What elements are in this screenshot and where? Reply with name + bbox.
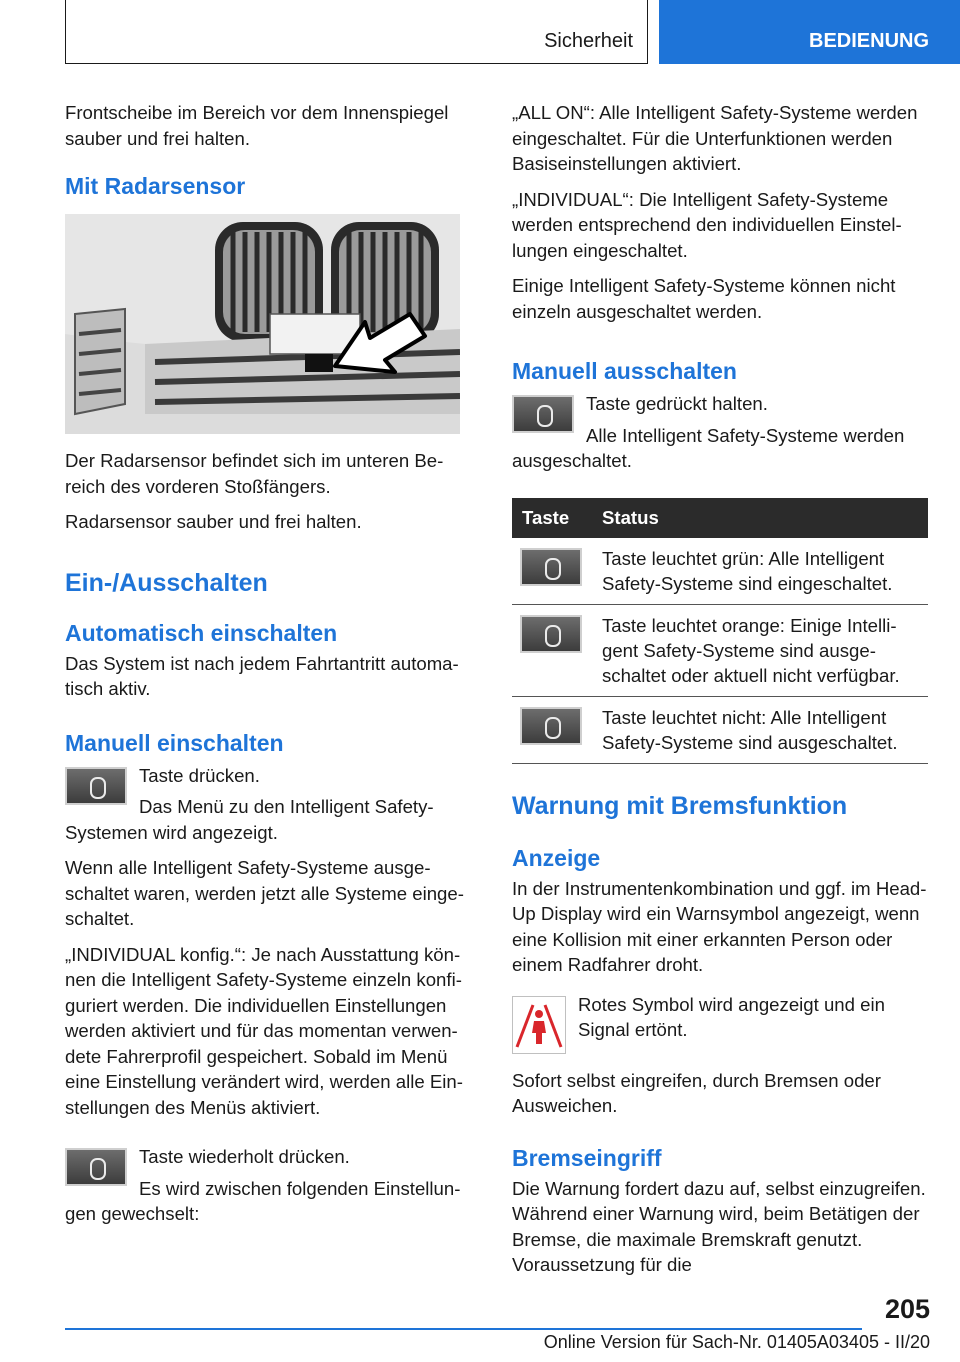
paragraph-hold-button: Taste gedrückt halten. <box>586 393 768 414</box>
paragraph-individual: „INDIVIDUAL“: Die Intelligent Safety-Systeme werden entsprechend den individuellen Einstellungen eingeschaltet. <box>512 188 902 261</box>
paragraph-switch-settings: Es wird zwischen folgenden Einstellungen gewechselt: <box>65 1177 461 1224</box>
pedestrian-warning-icon <box>512 996 566 1054</box>
heading-brake-intervention: Bremseingriff <box>512 1144 662 1171</box>
paragraph-display: In der Instrumentenkombination und ggf. im Head-Up Display wird ein Warnsymbol angezeigt, wenn eine Kollision mit einer erkannten Person oder einem Radfahrer droht. <box>512 877 927 975</box>
paragraph-auto-on: Das System ist nach jedem Fahrtantritt automatisch aktiv. <box>65 652 459 699</box>
safety-button-icon <box>520 615 582 653</box>
paragraph-radar-clean: Radarsensor sauber und frei halten. <box>65 511 362 532</box>
paragraph-press-button: Taste drücken. <box>139 764 260 786</box>
heading-manual-on: Manuell einschalten <box>65 729 284 756</box>
heading-manual-off: Manuell ausschalten <box>512 358 737 384</box>
header-chapter-label: BEDIENUNG <box>809 30 930 52</box>
status-table <box>512 498 928 764</box>
heading-radar: Mit Radarsensor <box>65 173 246 199</box>
footer-version-text: Online Version für Sach-Nr. 01405A03405 - II/20 <box>543 1332 930 1352</box>
paragraph-all-off-on: Wenn alle Intelligent Safety-Systeme ausgeschaltet waren, werden jetzt alle Systeme eingeschaltet. <box>65 857 464 929</box>
radar-sensor-illustration <box>65 214 460 434</box>
paragraph-intervene: Sofort selbst eingreifen, durch Bremsen oder Ausweichen. <box>512 1069 881 1116</box>
radar-sensor-photo <box>65 214 460 434</box>
paragraph-press-repeatedly: Taste wiederholt drücken. <box>139 1146 350 1167</box>
paragraph-some-systems: Einige Intelligent Safety-Systeme können nicht einzeln ausgeschaltet werden. <box>512 275 896 322</box>
footer-divider <box>65 1328 862 1330</box>
page-number: 205 <box>884 1294 930 1324</box>
paragraph-individual-config: „INDIVIDUAL konfig.“: Je nach Ausstattung können die Intelligent Safety-Systeme einzeln konfiguriert werden. Die individuellen Einstellungen werden aktiviert und für das momentan verwendete Fahrerprofil gespeichert. Sobald im Menü eine Einstellung verändert wird, werden alle Einstellungen des Menüs aktiviert. <box>65 943 463 1118</box>
table-cell-status: Taste leuchtet orange: Einige Intelligent Safety-Systeme sind ausgeschaltet oder aktuell nicht verfügbar. <box>594 604 928 696</box>
table-row <box>512 696 928 763</box>
table-header-status: Status <box>594 498 928 538</box>
paragraph-windscreen: Frontscheibe im Bereich vor dem Innenspiegel sauber und frei halten. <box>65 102 449 149</box>
heading-display: Anzeige <box>512 844 601 871</box>
table-header-button: Taste <box>512 498 594 538</box>
safety-button-icon <box>512 395 574 433</box>
safety-button-icon <box>65 1148 127 1186</box>
table-row <box>512 538 928 605</box>
heading-warning-brake: Warnung mit Bremsfunktion <box>512 791 848 820</box>
header-section-title: Sicherheit <box>544 30 633 52</box>
table-row <box>512 604 928 696</box>
pedestrian-warning-glyph <box>513 997 565 1053</box>
safety-button-icon <box>520 548 582 586</box>
paragraph-menu-shown: Das Menü zu den Intelligent Safety-Systemen wird angezeigt. <box>65 796 434 843</box>
right-column <box>512 100 928 1288</box>
table-cell-status: Taste leuchtet nicht: Alle Intelligent Safety-Systeme sind ausgeschaltet. <box>594 696 928 763</box>
heading-auto-on: Automatisch einschalten <box>65 619 338 646</box>
heading-on-off: Ein-/Ausschalten <box>65 568 268 597</box>
table-cell-status: Taste leuchtet grün: Alle Intelligent Safety-Systeme sind eingeschaltet. <box>594 538 928 605</box>
header-chapter-tab <box>659 0 960 64</box>
header-section-box <box>65 0 648 64</box>
left-column <box>65 100 475 1237</box>
paragraph-all-on: „ALL ON“: Alle Intelligent Safety-Systeme werden eingeschaltet. Für die Unterfunktionen werden Basiseinstellungen aktiviert. <box>512 102 918 174</box>
safety-button-icon <box>65 767 127 805</box>
safety-button-icon <box>520 707 582 745</box>
paragraph-red-symbol: Rotes Symbol wird angezeigt und ein Signal ertönt. <box>578 993 885 1040</box>
paragraph-all-switched-off: Alle Intelligent Safety-Systeme werden ausgeschaltet. <box>512 424 905 471</box>
paragraph-radar-location: Der Radarsensor befindet sich im unteren Bereich des vorderen Stoßfängers. <box>65 450 444 497</box>
paragraph-brake-intervention: Die Warnung fordert dazu auf, selbst einzugreifen. Während einer Warnung wird, beim Betätigen der Bremse, die maximale Bremskraft genutzt. Voraussetzung für die <box>512 1177 926 1275</box>
